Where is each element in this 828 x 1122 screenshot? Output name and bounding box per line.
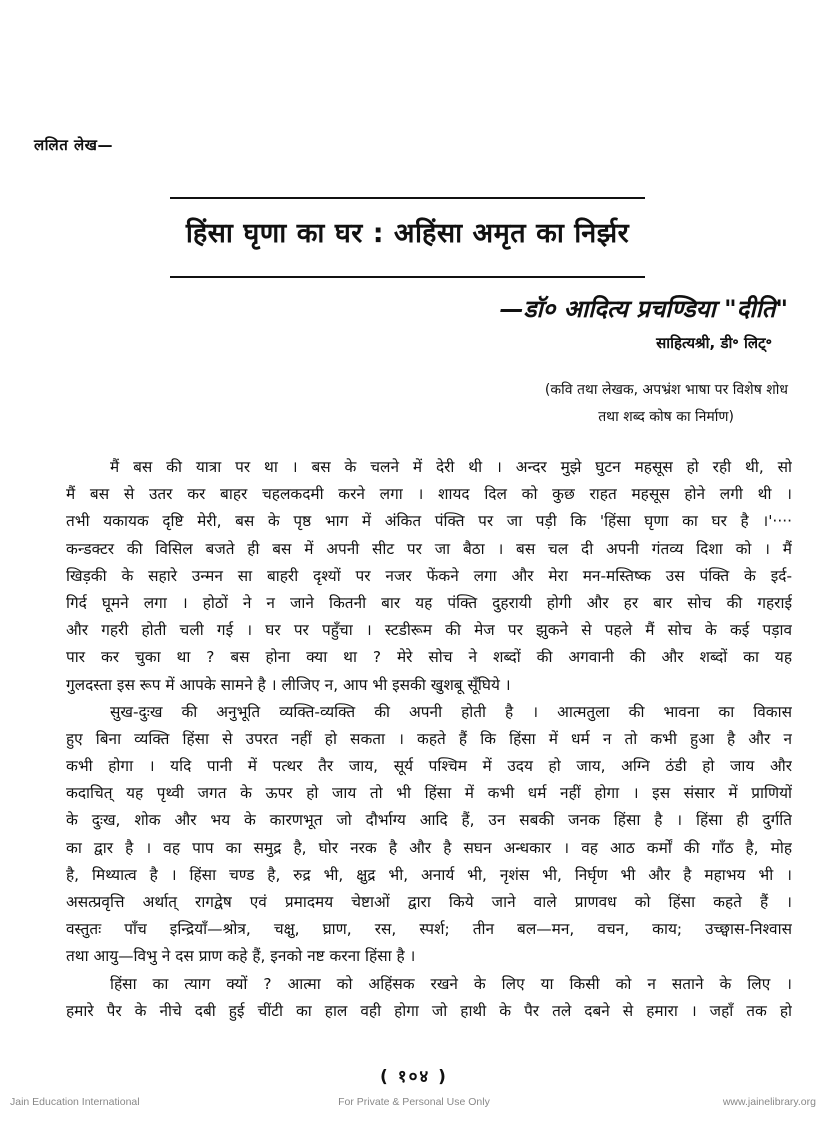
footer-website-link[interactable]: www.jainelibrary.org <box>722 1096 816 1108</box>
footer-usage-note: For Private & Personal Use Only <box>338 1096 490 1108</box>
paragraph-2-line: है, मिथ्यात्व है । हिंसा चण्ड है, रुद्र भी, क्षुद्र भी, अनार्य भी, नृशंस भी, निर्घृण भी और है महाभय भी । <box>66 865 792 884</box>
paragraph-2-line: असत्प्रवृत्ति अर्थात् रागद्वेष एवं प्रमादमय चेष्टाओं द्वारा किये जाने वाले प्राणवध को हिंसा कहते हैं । <box>66 893 792 911</box>
author-note <box>408 377 788 431</box>
paragraph-3-line: हमारे पैर के नीचे दबी हुई चींटी का हाल वही होगा जो हाथी के पैर तले दबने से हमारा । जहाँ तक हो <box>66 1001 792 1020</box>
paragraph-1-line: और गहरी होती चली गई । घर पर पहुँचा । स्टडीरूम की मेज पर झुकने से पहले मैं सोच के कई पड़ाव <box>66 621 792 640</box>
paragraph-1-line: कन्डक्टर की विसिल बजते ही बस में अपनी सीट पर जा बैठा । बस चल दी अपनी गंतव्य दिशा को । मैं <box>66 539 792 558</box>
paragraph-1-line: मैं बस से उतर कर बाहर चहलकदमी करने लगा । शायद दिल को कुछ राहत महसूस होने लगी थी । <box>66 485 792 504</box>
paragraph-2-line: के दुःख, शोक और भय के कारणभूत जो दौर्भाग्य आदि हैं, उन सबकी जनक हिंसा है । हिंसा ही दुर्गति <box>66 811 792 830</box>
section-label: ललित लेख— <box>34 136 113 154</box>
paragraph-2-line: हुए बिना व्यक्ति हिंसा से उपरत नहीं हो सकता । कहते हैं कि हिंसा में धर्म न तो कभी हुआ है और न <box>66 729 792 748</box>
paragraph-2-line: तथा आयु—विभु ने दस प्राण कहे हैं, इनको नष्ट करना हिंसा है । <box>66 947 416 966</box>
article-title: हिंसा घृणा का घर : अहिंसा अमृत का निर्झर <box>185 218 630 249</box>
paragraph-2-line: कभी होगा । यदि पानी में पत्थर तैर जाय, सूर्य पश्चिम में उदय हो जाय, अग्नि ठंडी हो जाय और <box>66 757 792 776</box>
paragraph-2-line: वस्तुतः पाँच इन्द्रियाँ—श्रोत्र, चक्षु, घ्राण, रस, स्पर्श; तीन बल—मन, वचन, काय; उच्छ्वास-निश्वास <box>66 920 792 939</box>
author-note-line-2: तथा शब्द कोष का निर्माण) <box>598 409 734 425</box>
title-rule-bottom <box>170 276 645 278</box>
footer-publisher: Jain Education International <box>10 1096 140 1108</box>
author-note-line-1: (कवि तथा लेखक, अपभ्रंश भाषा पर विशेष शोध <box>544 382 788 398</box>
page-number: ( १०४ ) <box>380 1067 448 1087</box>
paragraph-1-line: मैं बस की यात्रा पर था । बस के चलने में देरी थी । अन्दर मुझे घुटन महसूस हो रही थी, सो <box>110 458 792 476</box>
paragraph-1-line: तभी यकायक दृष्टि मेरी, बस के पृष्ठ भाग में अंकित पंक्ति पर जा पड़ी कि 'हिंसा घृणा का घर है ।'···· <box>66 512 792 531</box>
paragraph-1-line: गुलदस्ता इस रूप में आपके सामने है । लीजिए न, आप भी इसकी खुशबू सूँघिये । <box>66 675 511 694</box>
paragraph-1-line: गिर्द घूमने लगा । होठों ने न जाने कितनी बार यह पंक्ति दुहरायी होगी और हर बार सोच की गहराई <box>66 593 792 612</box>
paragraph-1-line: पार कर चुका था ? बस होना क्या था ? मेरे सोच ने शब्दों की अगवानी की और शब्दों का यह <box>66 648 792 667</box>
footer <box>0 1093 828 1113</box>
paragraph-2-line: सुख-दुःख की अनुभूति व्यक्ति-व्यक्ति की अपनी होती है । आत्मतुला की भावना का विकास <box>110 702 792 721</box>
author-degree: साहित्यश्री, डी॰ लिट्॰ <box>656 334 772 352</box>
paragraph-2-line: का द्वार है । वह पाप का समुद्र है, घोर नरक है और है सघन अन्धकार । वह आठ कर्मों की गाँठ है, मोह <box>66 838 792 857</box>
title-rule-top <box>170 197 645 199</box>
article-body <box>66 454 792 1025</box>
paragraph-3-line: हिंसा का त्याग क्यों ? आत्मा को अहिंसक रखने के लिए या किसी को न सताने के लिए । <box>110 974 792 993</box>
author-name: —डॉ० आदित्य प्रचण्डिया "दीति" <box>499 295 788 323</box>
paragraph-1-line: खिड़की के सहारे उन्मन सा बाहरी दृश्यों पर नजर फेंकने लगा और मेरा मन-मस्तिष्क उस पंक्ति के इर्द- <box>66 566 792 585</box>
paragraph-2-line: कदाचित् यह पृथ्वी जगत के ऊपर हो जाय तो भी हिंसा में कभी धर्म नहीं होगा । इस संसार में प्राणियों <box>66 784 792 803</box>
